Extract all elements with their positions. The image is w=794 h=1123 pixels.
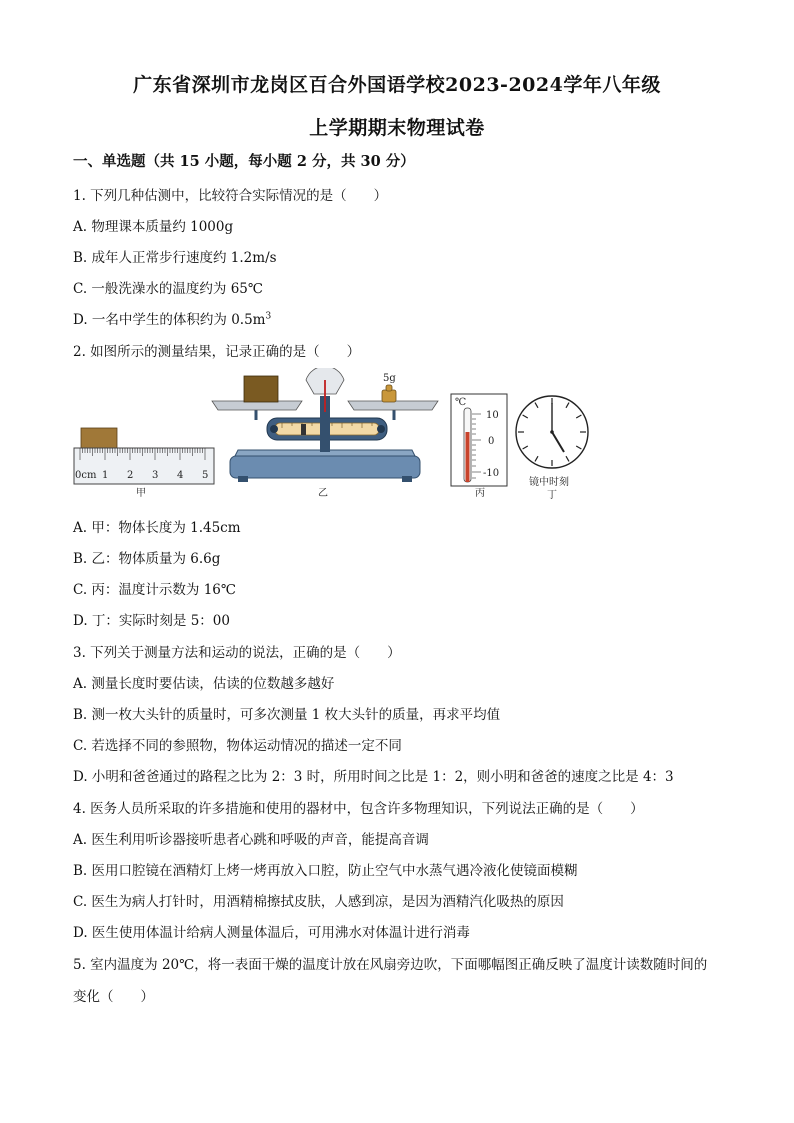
question-2-stem: 2. 如图所示的测量结果，记录正确的是（ ）: [73, 344, 361, 360]
clock-diagram: [516, 396, 588, 500]
measurement-figure: [70, 368, 600, 500]
thermometer-tick-0: 0: [488, 436, 495, 447]
ruler-tick-4: 4: [177, 470, 184, 481]
thermometer-diagram: [451, 394, 507, 499]
label-yi: 乙: [318, 488, 328, 499]
ruler-tick-1: 1: [102, 470, 109, 481]
question-4-stem: 4. 医务人员所采取的许多措施和使用的器材中，包含许多物理知识，下列说法正确的是（ ）: [73, 801, 644, 817]
scale-foot-left: [238, 476, 248, 482]
question-5-stem: 5. 室内温度为 20℃，将一表面干燥的温度计放在风扇旁边吹，下面哪幅图正确反映了温度计读数随时间的: [73, 957, 708, 973]
question-4-option-a: A. 医生利用听诊器接听患者心跳和呼吸的声音，能提高音调: [73, 832, 429, 848]
ruler-tick-0: 0cm: [75, 470, 97, 481]
question-3-option-b: B. 测一枚大头针的质量时，可多次测量 1 枚大头针的质量，再求平均值: [73, 707, 501, 723]
thermometer-unit: ℃: [455, 397, 467, 408]
cubic-superscript: 3: [265, 311, 272, 322]
ruler-tick-3: 3: [152, 470, 159, 481]
question-2-option-d: D. 丁：实际时刻是 5：00: [73, 613, 230, 629]
scale-foot-right: [402, 476, 412, 482]
question-1-stem: 1. 下列几种估测中，比较符合实际情况的是（ ）: [73, 188, 388, 204]
ruler-diagram: [74, 428, 214, 499]
question-2-option-a: A. 甲：物体长度为 1.45cm: [73, 520, 241, 536]
question-4-option-b: B. 医用口腔镜在酒精灯上烤一烤再放入口腔，防止空气中水蒸气遇冷液化使镜面模糊: [73, 863, 578, 879]
balance-scale-diagram: [212, 368, 438, 499]
thermometer-tick-10: 10: [486, 410, 499, 421]
thermometer-liquid: [466, 432, 470, 482]
ruler-tick-5: 5: [202, 470, 209, 481]
ruler-tick-2: 2: [127, 470, 134, 481]
section-heading-single-choice: 一、单选题（共 15 小题，每小题 2 分，共 30 分）: [73, 153, 415, 170]
question-1-option-d-text: D. 一名中学生的体积约为 0.5m: [73, 312, 266, 328]
question-2-option-c: C. 丙：温度计示数为 16℃: [73, 582, 237, 598]
wooden-block: [81, 428, 117, 448]
question-4-option-c: C. 医生为病人打针时，用酒精棉擦拭皮肤，人感到凉，是因为酒精汽化吸热的原因: [73, 894, 564, 910]
question-1-option-d: [73, 308, 271, 328]
label-jia: 甲: [136, 488, 146, 499]
beam-rider: [301, 424, 306, 435]
question-3-stem: 3. 下列关于测量方法和运动的说法，正确的是（ ）: [73, 645, 401, 661]
question-3-option-c: C. 若选择不同的参照物，物体运动情况的描述一定不同: [73, 738, 402, 754]
question-1-option-b: B. 成年人正常步行速度约 1.2m/s: [73, 250, 277, 266]
exam-title-line1: 广东省深圳市龙岗区百合外国语学校2023-2024学年八年级: [133, 74, 661, 96]
clock-caption: 镜中时刻: [529, 477, 569, 488]
clock-center: [550, 430, 554, 434]
scale-base: [230, 456, 420, 478]
question-3-option-a: A. 测量长度时要估读，估读的位数越多越好: [73, 676, 335, 692]
weight-knob: [386, 385, 392, 391]
balance-nut-right: [377, 425, 385, 433]
weight-5g: [382, 390, 396, 402]
question-2-option-b: B. 乙：物体质量为 6.6g: [73, 551, 221, 567]
label-bing: 丙: [475, 488, 485, 499]
thermometer-tick-minus10: -10: [483, 468, 500, 479]
object-on-pan: [244, 376, 278, 402]
label-ding: 丁: [547, 490, 557, 500]
question-5-stem-continued: 变化（ ）: [73, 989, 154, 1005]
question-3-option-d: D. 小明和爸爸通过的路程之比为 2：3 时，所用时间之比是 1：2，则小明和爸爸的速度之比是 4：3: [73, 769, 674, 785]
weight-label: 5g: [383, 373, 396, 384]
exam-title-line2: 上学期期末物理试卷: [309, 117, 485, 139]
question-1-option-c: C. 一般洗澡水的温度约为 65℃: [73, 281, 264, 297]
question-4-option-d: D. 医生使用体温计给病人测量体温后，可用沸水对体温计进行消毒: [73, 925, 470, 941]
balance-nut-left: [270, 425, 278, 433]
question-1-option-a: A. 物理课本质量约 1000g: [73, 219, 234, 235]
